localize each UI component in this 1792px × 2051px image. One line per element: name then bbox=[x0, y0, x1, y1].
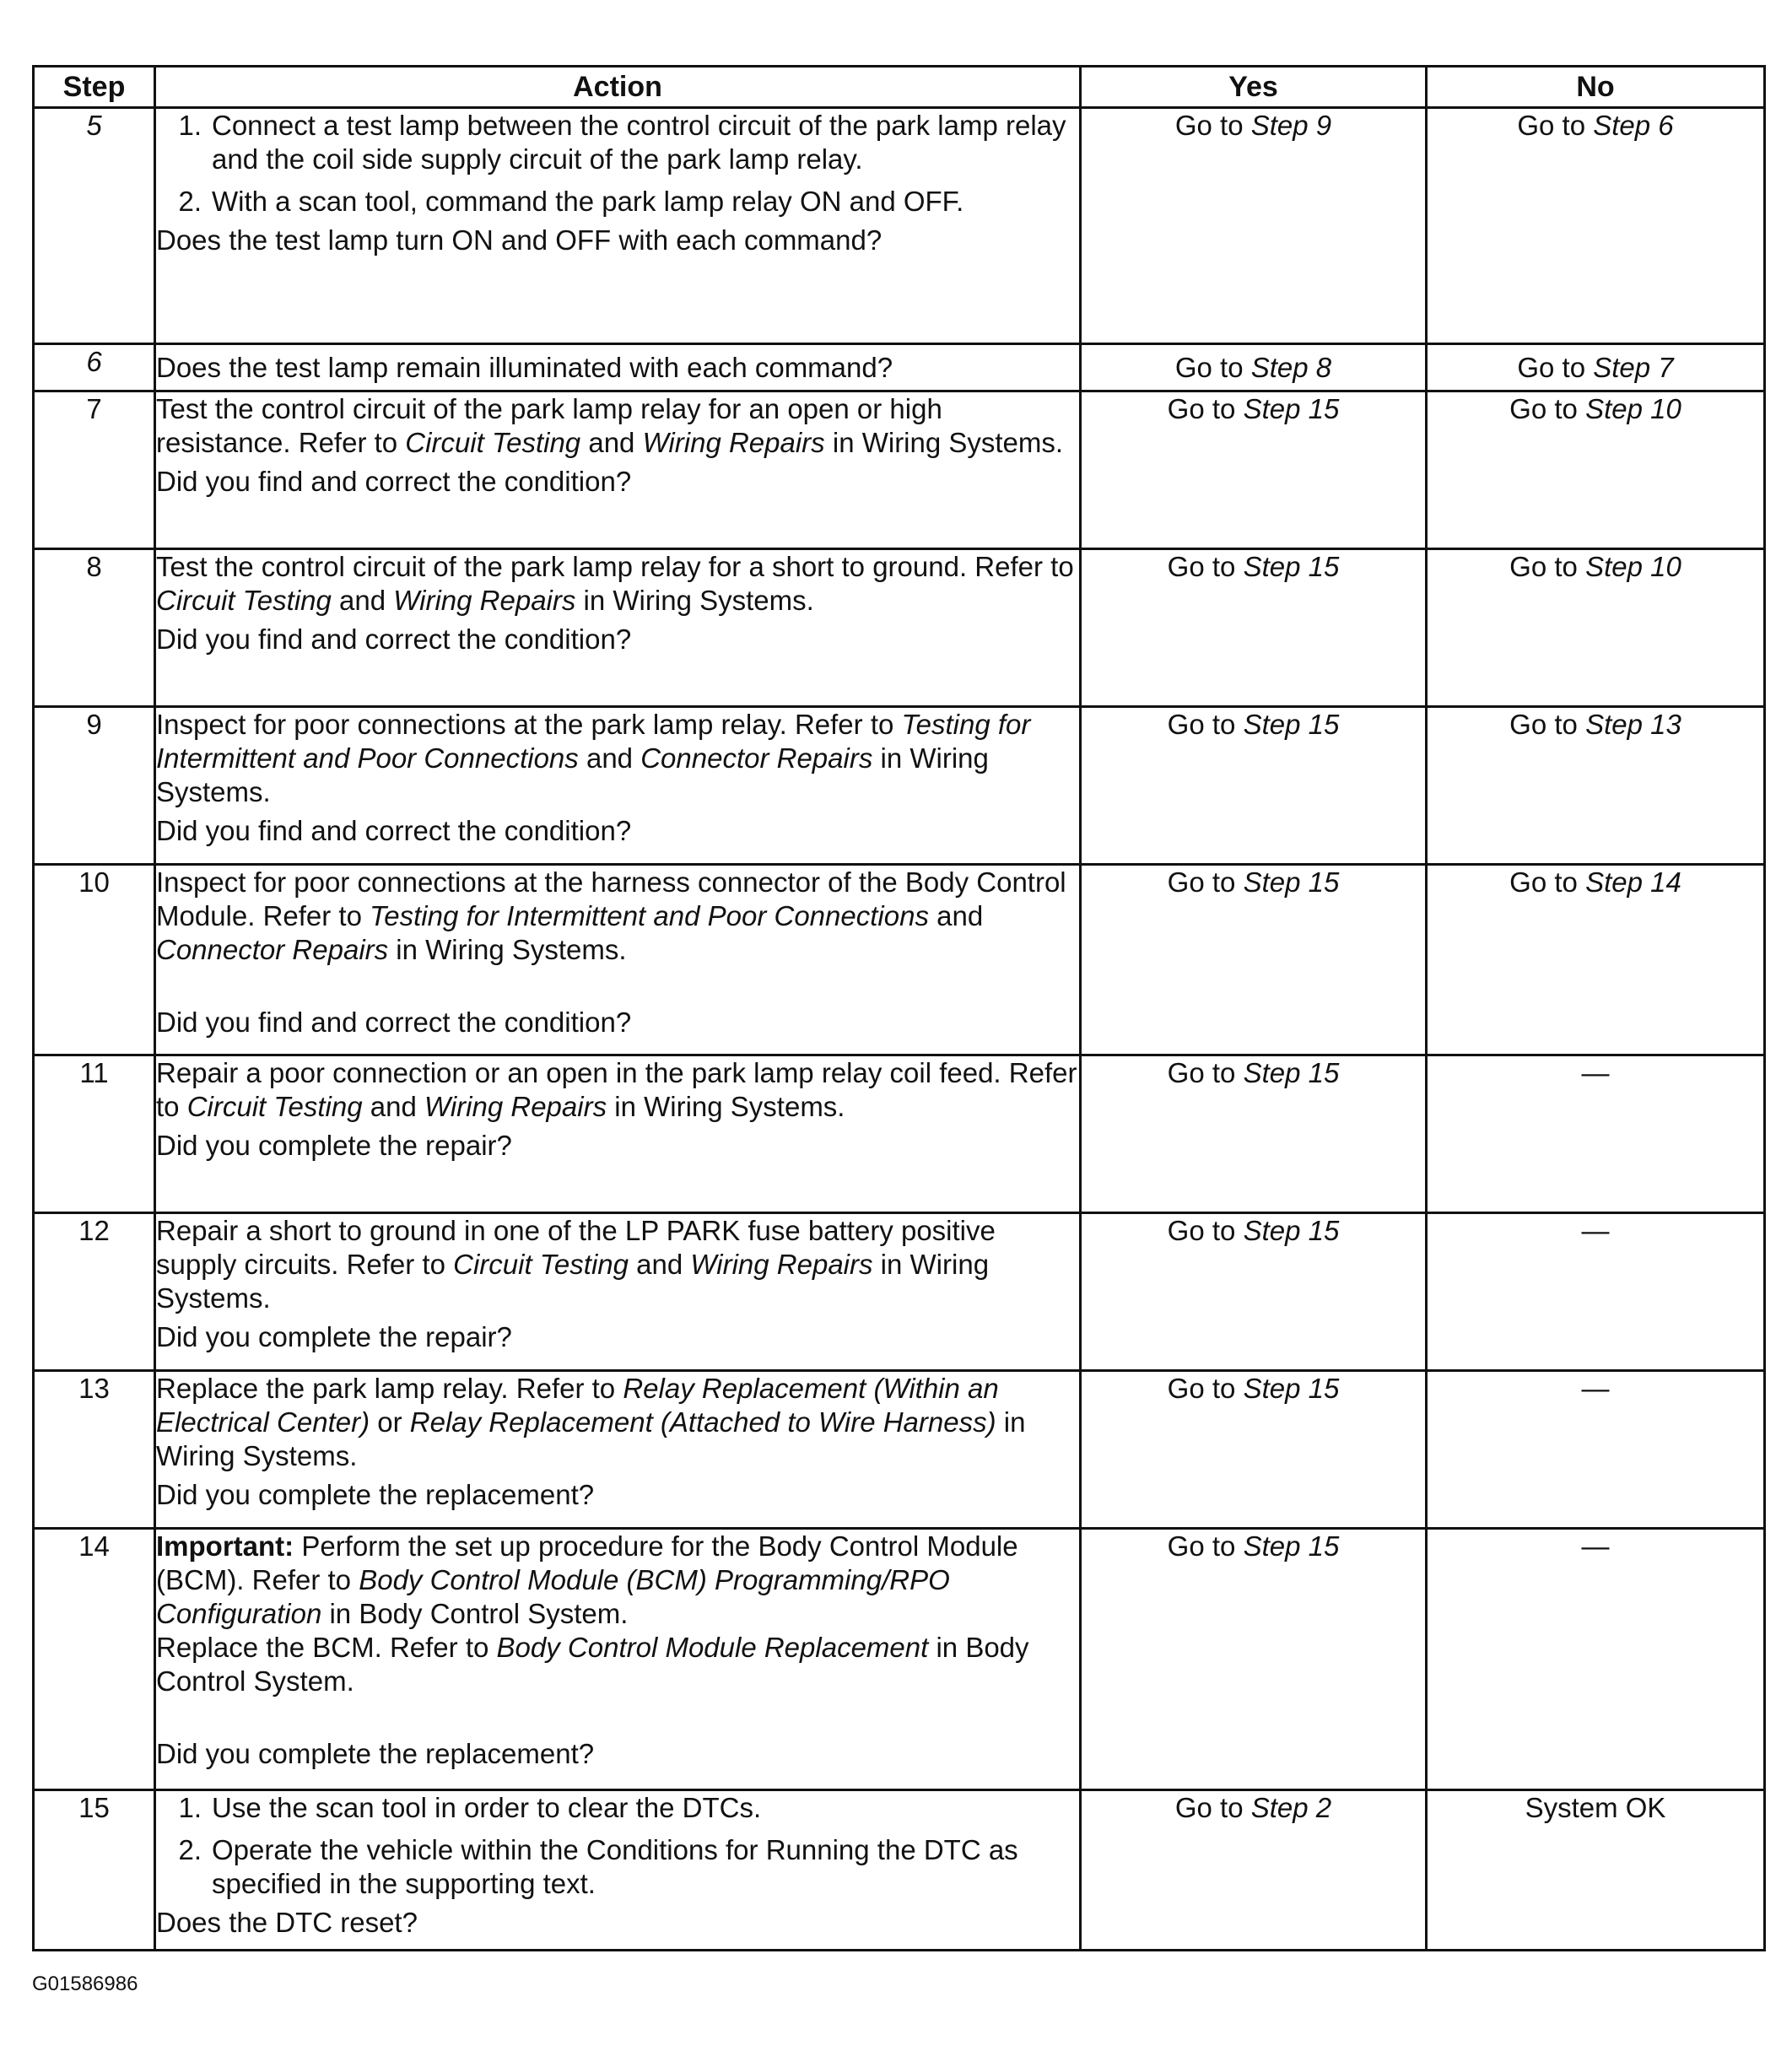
question-text: Does the DTC reset? bbox=[156, 1907, 418, 1938]
yes-cell bbox=[1081, 391, 1427, 549]
action-text bbox=[156, 708, 1079, 809]
action-cell bbox=[155, 391, 1081, 549]
list-item-text: Connect a test lamp between the control circuit of the park lamp relay and the coil side supply circuit of the park lamp relay. bbox=[212, 110, 1066, 175]
action-text bbox=[156, 1056, 1079, 1124]
no-cell bbox=[1427, 391, 1765, 549]
text-segment: in Wiring Systems. bbox=[607, 1091, 845, 1122]
yes-cell bbox=[1081, 108, 1427, 344]
step-number: 15 bbox=[34, 1790, 155, 1951]
reference-link: Circuit Testing bbox=[453, 1249, 629, 1280]
action-cell bbox=[155, 1213, 1081, 1371]
table-row bbox=[34, 1790, 1765, 1951]
action-text bbox=[156, 1631, 1079, 1698]
question-text: Does the test lamp remain illuminated with each command? bbox=[156, 351, 893, 383]
table-row bbox=[34, 108, 1765, 344]
action-cell bbox=[155, 1529, 1081, 1790]
important-label: Important: bbox=[156, 1530, 294, 1562]
reference-link: Relay Replacement (Attached to Wire Harness) bbox=[409, 1406, 996, 1438]
text-segment: Repair a poor connection or an open in the park lamp relay coil feed. Refer to bbox=[156, 1057, 1077, 1122]
goto-label: Go to bbox=[1509, 709, 1586, 740]
goto-label: Go to bbox=[1167, 551, 1244, 582]
text-segment: in Wiring Systems. bbox=[156, 742, 989, 807]
goto-label: Go to bbox=[1509, 551, 1586, 582]
goto-label: Go to bbox=[1517, 351, 1594, 383]
step-number: 10 bbox=[34, 865, 155, 1055]
reference-link: Connector Repairs bbox=[156, 934, 389, 965]
text-segment: in Wiring Systems. bbox=[156, 1406, 1026, 1471]
list-item-text: Operate the vehicle within the Conditions for Running the DTC as specified in the supporting text. bbox=[212, 1834, 1018, 1899]
no-cell bbox=[1427, 344, 1765, 391]
question-text: Did you complete the repair? bbox=[156, 1130, 512, 1161]
no-cell-empty-dash: — bbox=[1427, 1055, 1765, 1213]
table-row bbox=[34, 1213, 1765, 1371]
goto-label: Go to bbox=[1167, 393, 1244, 424]
goto-step-link: Step 15 bbox=[1243, 866, 1340, 898]
figure-id-label: G01586986 bbox=[32, 1973, 138, 1995]
table-row bbox=[34, 1371, 1765, 1529]
question-text: Did you find and correct the condition? bbox=[156, 815, 632, 846]
header-action: Action bbox=[155, 67, 1081, 108]
text-segment: in Body Control System. bbox=[321, 1598, 629, 1629]
step-number: 6 bbox=[34, 344, 155, 391]
text-segment: in Wiring Systems. bbox=[575, 585, 814, 616]
goto-label: Go to bbox=[1167, 1215, 1244, 1246]
table-row bbox=[34, 549, 1765, 707]
step-number: 5 bbox=[34, 108, 155, 344]
no-cell-empty-dash: — bbox=[1427, 1371, 1765, 1529]
list-item: 2. Operate the vehicle within the Conditions for Running the DTC as specified in the supporting text. bbox=[156, 1833, 1079, 1901]
text-segment: Test the control circuit of the park lamp relay for an open or high resistance. Refer to bbox=[156, 393, 942, 458]
diagnostic-table bbox=[32, 65, 1766, 1951]
no-cell-empty-dash: — bbox=[1427, 1213, 1765, 1371]
text-segment: Inspect for poor connections at the harness connector of the Body Control Module. Refer to bbox=[156, 866, 1066, 931]
action-text bbox=[156, 1372, 1079, 1473]
text-segment: Test the control circuit of the park lamp relay for a short to ground. Refer to bbox=[156, 551, 1074, 582]
no-cell bbox=[1427, 865, 1765, 1055]
goto-step-link: Step 7 bbox=[1593, 351, 1674, 383]
list-item: 1. Connect a test lamp between the control circuit of the park lamp relay and the coil side supply circuit of the park lamp relay. bbox=[156, 109, 1079, 176]
header-step: Step bbox=[34, 67, 155, 108]
text-segment: Repair a short to ground in one of the LP PARK fuse battery positive supply circuits. Refer to bbox=[156, 1215, 996, 1280]
reference-link: Circuit Testing bbox=[405, 427, 581, 458]
action-cell bbox=[155, 707, 1081, 865]
step-number: 12 bbox=[34, 1213, 155, 1371]
goto-label: Go to bbox=[1167, 866, 1244, 898]
action-text bbox=[156, 392, 1079, 460]
no-cell bbox=[1427, 549, 1765, 707]
yes-cell bbox=[1081, 707, 1427, 865]
goto-label: Go to bbox=[1167, 1057, 1244, 1088]
goto-label: Go to bbox=[1167, 709, 1244, 740]
no-cell bbox=[1427, 707, 1765, 865]
header-row bbox=[34, 67, 1765, 108]
reference-link: Testing for Intermittent and Poor Connections bbox=[370, 900, 929, 931]
text-segment: Inspect for poor connections at the park lamp relay. Refer to bbox=[156, 709, 902, 740]
text-segment: Replace the park lamp relay. Refer to bbox=[156, 1373, 623, 1404]
text-segment: and bbox=[578, 742, 641, 774]
goto-step-link: Step 9 bbox=[1250, 110, 1332, 141]
reference-link: Wiring Repairs bbox=[424, 1091, 607, 1122]
goto-step-link: Step 10 bbox=[1585, 393, 1681, 424]
reference-link: Wiring Repairs bbox=[393, 585, 576, 616]
text-segment: and bbox=[928, 900, 984, 931]
action-cell bbox=[155, 108, 1081, 344]
reference-link: Relay Replacement (Within an Electrical Center) bbox=[156, 1373, 999, 1438]
table-row bbox=[34, 344, 1765, 391]
action-cell bbox=[155, 1371, 1081, 1529]
goto-step-link: Step 15 bbox=[1243, 1373, 1340, 1404]
goto-step-link: Step 13 bbox=[1585, 709, 1681, 740]
header-no: No bbox=[1427, 67, 1765, 108]
goto-label: Go to bbox=[1174, 110, 1251, 141]
table-row bbox=[34, 707, 1765, 865]
text-segment: in Wiring Systems. bbox=[156, 1249, 990, 1314]
goto-step-link: Step 2 bbox=[1250, 1792, 1332, 1823]
text-segment: or bbox=[370, 1406, 410, 1438]
yes-cell bbox=[1081, 1529, 1427, 1790]
goto-label: Go to bbox=[1509, 393, 1586, 424]
text-segment: and bbox=[331, 585, 394, 616]
text-segment: and bbox=[629, 1249, 691, 1280]
reference-link: Testing for Intermittent and Poor Connections bbox=[156, 709, 1031, 774]
goto-step-link: Step 15 bbox=[1243, 1530, 1340, 1562]
action-cell bbox=[155, 1790, 1081, 1951]
yes-cell bbox=[1081, 549, 1427, 707]
goto-step-link: Step 15 bbox=[1243, 709, 1340, 740]
table-row bbox=[34, 391, 1765, 549]
step-number: 11 bbox=[34, 1055, 155, 1213]
goto-label: Go to bbox=[1509, 866, 1586, 898]
step-number: 8 bbox=[34, 549, 155, 707]
reference-link: Body Control Module Replacement bbox=[496, 1632, 929, 1663]
goto-step-link: Step 15 bbox=[1243, 1057, 1340, 1088]
action-text bbox=[156, 550, 1079, 618]
action-text bbox=[156, 1530, 1079, 1631]
reference-link: Wiring Repairs bbox=[642, 427, 825, 458]
list-item: 2. With a scan tool, command the park lamp relay ON and OFF. bbox=[156, 185, 1079, 219]
reference-link: Wiring Repairs bbox=[690, 1249, 873, 1280]
question-text: Did you find and correct the condition? bbox=[156, 1007, 632, 1038]
action-cell bbox=[155, 549, 1081, 707]
yes-cell bbox=[1081, 1371, 1427, 1529]
text-segment: Replace the BCM. Refer to bbox=[156, 1632, 497, 1663]
yes-cell bbox=[1081, 344, 1427, 391]
step-number: 14 bbox=[34, 1529, 155, 1790]
step-number: 13 bbox=[34, 1371, 155, 1529]
reference-link: Body Control Module (BCM) Programming/RPO Configuration bbox=[156, 1564, 950, 1629]
yes-cell bbox=[1081, 1213, 1427, 1371]
yes-cell bbox=[1081, 1055, 1427, 1213]
yes-cell bbox=[1081, 1790, 1427, 1951]
reference-link: Connector Repairs bbox=[640, 742, 873, 774]
question-text: Did you complete the replacement? bbox=[156, 1738, 595, 1769]
goto-label: Go to bbox=[1517, 110, 1594, 141]
question-text: Did you complete the repair? bbox=[156, 1321, 512, 1352]
goto-label: Go to bbox=[1167, 1530, 1244, 1562]
goto-step-link: Step 10 bbox=[1585, 551, 1681, 582]
goto-step-link: Step 15 bbox=[1243, 551, 1340, 582]
table-row bbox=[34, 865, 1765, 1055]
table-row bbox=[34, 1055, 1765, 1213]
goto-step-link: Step 15 bbox=[1243, 393, 1340, 424]
question-text: Did you find and correct the condition? bbox=[156, 466, 632, 497]
header-yes: Yes bbox=[1081, 67, 1427, 108]
text-segment: Perform the set up procedure for the Body Control Module (BCM). Refer to bbox=[156, 1530, 1018, 1595]
action-cell bbox=[155, 344, 1081, 391]
action-text bbox=[156, 866, 1079, 967]
no-cell: System OK bbox=[1427, 1790, 1765, 1951]
no-cell-empty-dash: — bbox=[1427, 1529, 1765, 1790]
goto-step-link: Step 14 bbox=[1585, 866, 1681, 898]
yes-cell bbox=[1081, 865, 1427, 1055]
step-number: 7 bbox=[34, 391, 155, 549]
step-number: 9 bbox=[34, 707, 155, 865]
reference-link: Circuit Testing bbox=[156, 585, 332, 616]
goto-label: Go to bbox=[1174, 351, 1251, 383]
question-text: Does the test lamp turn ON and OFF with each command? bbox=[156, 224, 883, 256]
list-item-text: With a scan tool, command the park lamp relay ON and OFF. bbox=[212, 186, 964, 217]
action-text bbox=[156, 1214, 1079, 1315]
no-cell bbox=[1427, 108, 1765, 344]
table-row bbox=[34, 1529, 1765, 1790]
list-item-text: Use the scan tool in order to clear the DTCs. bbox=[212, 1792, 762, 1823]
goto-label: Go to bbox=[1167, 1373, 1244, 1404]
text-segment: and bbox=[580, 427, 643, 458]
text-segment: in Wiring Systems. bbox=[388, 934, 627, 965]
text-segment: and bbox=[362, 1091, 424, 1122]
question-text: Did you find and correct the condition? bbox=[156, 623, 632, 655]
question-text: Did you complete the replacement? bbox=[156, 1479, 595, 1510]
goto-label: Go to bbox=[1174, 1792, 1251, 1823]
text-segment: in Wiring Systems. bbox=[824, 427, 1064, 458]
action-cell bbox=[155, 865, 1081, 1055]
list-item: 1. Use the scan tool in order to clear the DTCs. bbox=[156, 1791, 1079, 1825]
goto-step-link: Step 15 bbox=[1243, 1215, 1340, 1246]
text-segment: in Body Control System. bbox=[156, 1632, 1029, 1697]
action-cell bbox=[155, 1055, 1081, 1213]
reference-link: Circuit Testing bbox=[186, 1091, 363, 1122]
goto-step-link: Step 6 bbox=[1593, 110, 1674, 141]
goto-step-link: Step 8 bbox=[1250, 351, 1332, 383]
